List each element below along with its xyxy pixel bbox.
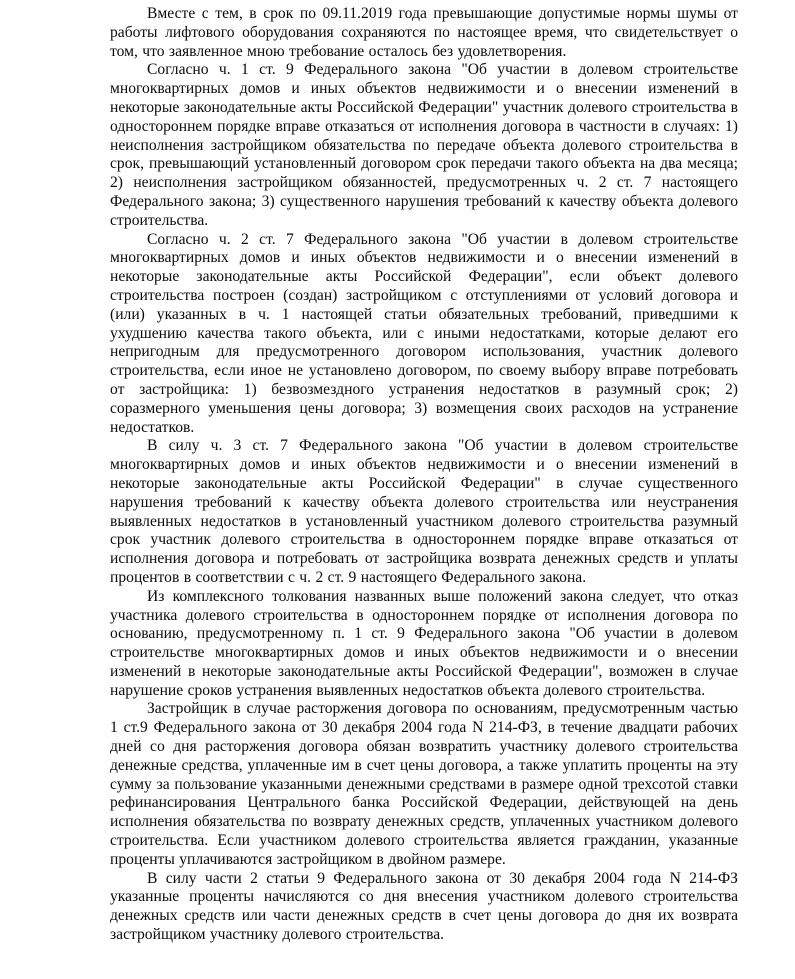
paragraph-interpretation: Из комплексного толкования названных выше положений закона следует, что отказ участника долевого строительства в одностороннем порядке от исполнения договора по основанию, предусмотренному п. 1 ст. 9 Федерального закона "Об участии в долевом строительстве многоквартирных домов и иных объектов недвижимости и о внесении изменений в некоторые законодательные акты Российской Федерации", возможен в случае нарушение сроков устранения выявленных недостатков объекта долевого строительства.	[110, 587, 738, 699]
paragraph-law-art9-part1: Согласно ч. 1 ст. 9 Федерального закона "Об участии в долевом строительстве многоквартирных домов и иных объектов недвижимости и о внесении изменений в некоторые законодательные акты Российской Федерации" участник долевого строительства в одностороннем порядке вправе отказаться от исполнения договора в частности в случаях: 1) неисполнения застройщиком обязательства по передаче объекта долевого строительства в срок, превышающий установленный договором срок передачи такого объекта на два месяца; 2) неисполнения застройщиком обязанностей, предусмотренных ч. 2 ст. 7 настоящего Федерального закона; 3) существенного нарушения требований к качеству объекта долевого строительства.	[110, 61, 738, 229]
paragraph-law-art7-part3: В силу ч. 3 ст. 7 Федерального закона "Об участии в долевом строительстве многоквартирных домов и иных объектов недвижимости и о внесении изменений в некоторые законодательные акты Российской Федерации" в случае существенного нарушения требований к качеству объекта долевого строительства или неустранения выявленных недостатков в установленный участником долевого строительства разумный срок участник долевого строительства в одностороннем порядке вправе отказаться от исполнения договора и потребовать от застройщика возврата денежных средств и уплаты процентов в соответствии с ч. 2 ст. 9 настоящего Федерального закона.	[110, 437, 738, 586]
paragraph-noise-claim: Вместе с тем, в срок по 09.11.2019 года превышающие допустимые нормы шумы от работы лифтового оборудования сохраняются по настоящее время, что свидетельствует о том, что заявленное мною требование осталось без удовлетворения.	[110, 5, 738, 60]
paragraph-interest-accrual: В силу части 2 статьи 9 Федерального закона от 30 декабря 2004 года N 214-ФЗ указанные проценты начисляются со дня внесения участником долевого строительства денежных средств или части денежных средств в счет цены договора до дня их возврата застройщиком участнику долевого строительства.	[110, 869, 738, 944]
paragraph-developer-obligations: Застройщик в случае расторжения договора по основаниям, предусмотренным частью 1 ст.9 Федерального закона от 30 декабря 2004 года N 214-ФЗ, в течение двадцати рабочих дней со дня расторжения договора обязан возвратить участнику долевого строительства денежные средства, уплаченные им в счет цены договора, а также уплатить проценты на эту сумму за пользование указанными денежными средствами в размере одной трехсотой ставки рефинансирования Центрального банка Российской Федерации, действующей на день исполнения обязательства по возврату денежных средств, уплаченных участником долевого строительства. Если участником долевого строительства является гражданин, указанные проценты уплачиваются застройщиком в двойном размере.	[110, 700, 738, 868]
paragraph-law-art7-part2: Согласно ч. 2 ст. 7 Федерального закона "Об участии в долевом строительстве многоквартирных домов и иных объектов недвижимости и о внесении изменений в некоторые законодательные акты Российской Федерации", если объект долевого строительства построен (создан) застройщиком с отступлениями от условий договора и (или) указанных в ч. 1 настоящей статьи обязательных требований, приведшими к ухудшению качества такого объекта, или с иными недостатками, которые делают его непригодным для предусмотренного договором использования, участник долевого строительства, если иное не установлено договором, по своему выбору вправе потребовать от застройщика: 1) безвозмездного устранения недостатков в разумный срок; 2) соразмерного уменьшения цены договора; 3) возмещения своих расходов на устранение недостатков.	[110, 230, 738, 436]
